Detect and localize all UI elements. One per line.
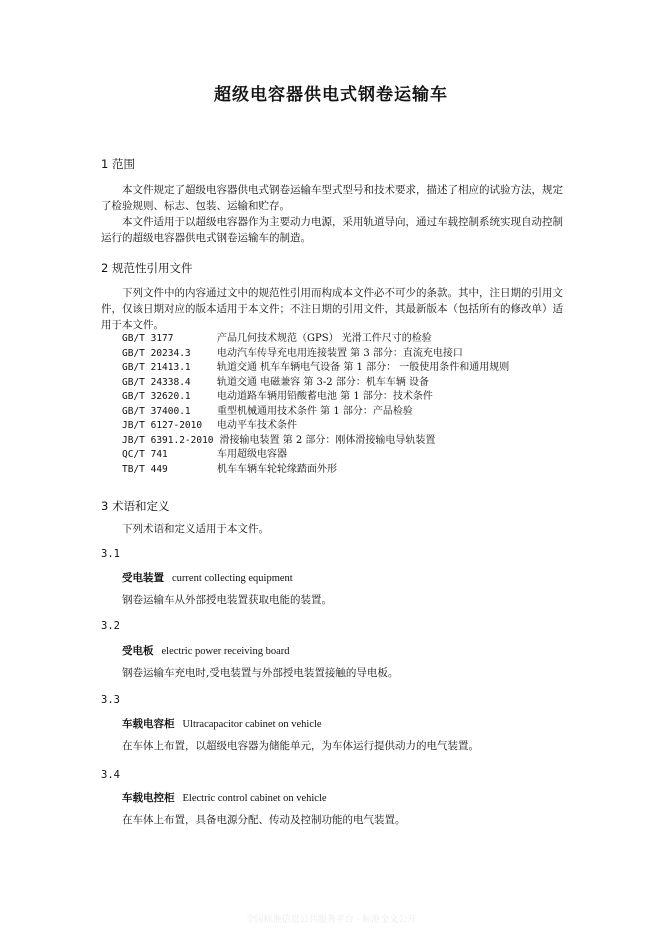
reference-title: 重型机械通用技术条件 第 1 部分：产品检验 — [217, 405, 413, 417]
reference-title: 轨道交通 电磁兼容 第 3-2 部分：机车车辆 设备 — [217, 376, 429, 388]
reference-code: JB/T 6127-2010 — [122, 420, 203, 431]
reference-code: QC/T 741 — [122, 449, 168, 460]
term-definition: 在车体上布置，以超级电容器为储能单元，为车体运行提供动力的电气装置。 — [122, 740, 479, 752]
reference-item — [122, 347, 509, 362]
term-chinese: 车载电容柜 — [122, 718, 175, 730]
reference-item — [122, 463, 509, 478]
reference-code: TB/T 449 — [122, 463, 168, 475]
normative-references-list — [122, 332, 509, 477]
term-chinese: 受电装置 — [122, 572, 164, 584]
reference-item — [122, 434, 509, 449]
reference-code: GB/T 24338.4 — [122, 376, 191, 388]
reference-title: 机车车辆车轮轮缘踏面外形 — [217, 463, 337, 475]
reference-item — [122, 376, 509, 391]
document-title: 超级电容器供电式钢卷运输车 — [214, 85, 448, 105]
reference-item — [122, 448, 509, 463]
reference-code: GB/T 32620.1 — [122, 391, 191, 402]
reference-item — [122, 332, 509, 347]
term-english: Electric control cabinet on vehicle — [182, 793, 327, 804]
term-chinese: 受电板 — [122, 645, 154, 657]
footer-watermark: 全国标准信息公共服务平台 · 标准全文公开 — [245, 915, 417, 925]
term-english: Ultracapacitor cabinet on vehicle — [182, 719, 322, 730]
reference-title: 产品几何技术规范（GPS） 光滑工件尺寸的检验 — [217, 333, 432, 344]
section-1-heading: 1 范围 — [101, 157, 135, 171]
section-1-paragraph-1: 本文件规定了超级电容器供电式钢卷运输车型式型号和技术要求，描述了相应的试验方法，规定了检验规则、标志、包装、运输和贮存。 — [101, 184, 563, 212]
section-1-paragraph-2: 本文件适用于以超级电容器作为主要动力电源，采用轨道导向，通过车载控制系统实现自动控制运行的超级电容器供电式钢卷运输车的制造。 — [101, 216, 563, 244]
section-2-heading: 2 规范性引用文件 — [101, 261, 193, 275]
reference-code: GB/T 20234.3 — [122, 347, 191, 359]
term-heading — [122, 716, 322, 731]
term-number: 3.3 — [101, 694, 120, 706]
reference-title: 电动汽车传导充电用连接装置 第 3 部分：直流充电接口 — [217, 347, 463, 359]
reference-code: GB/T 37400.1 — [122, 405, 191, 417]
reference-title: 电动道路车辆用铅酸蓄电池 第 1 部分：技术条件 — [217, 391, 433, 402]
term-definition: 钢卷运输车充电时,受电装置与外部授电装置接触的导电板。 — [122, 667, 399, 679]
term-definition: 钢卷运输车从外部授电装置获取电能的装置。 — [122, 594, 332, 606]
term-heading — [122, 643, 289, 658]
term-heading — [122, 570, 293, 585]
term-chinese: 车载电控柜 — [122, 792, 175, 804]
section-3-heading: 3 术语和定义 — [101, 499, 170, 513]
reference-title: 轨道交通 机车车辆电气设备 第 1 部分： 一般使用条件和通用规则 — [217, 362, 510, 373]
reference-code: GB/T 3177 — [122, 333, 174, 344]
term-number: 3.1 — [101, 548, 120, 560]
reference-title: 滑接输电装置 第 2 部分：刚体滑接输电导轨装置 — [219, 434, 436, 446]
term-english: electric power receiving board — [161, 646, 290, 657]
reference-title: 车用超级电容器 — [217, 449, 287, 460]
term-english: current collecting equipment — [172, 573, 293, 584]
reference-item — [122, 390, 509, 405]
reference-title: 电动平车技术条件 — [217, 420, 297, 431]
reference-item — [122, 405, 509, 420]
reference-code: JB/T 6391.2-2010 — [122, 434, 214, 446]
section-2-intro: 下列文件中的内容通过文中的规范性引用而构成本文件必不可少的条款。其中，注日期的引用文件，仅该日期对应的版本适用于本文件；不注日期的引用文件，其最新版本（包括所有的修改单）适用于本文件。 — [101, 287, 563, 331]
reference-item — [122, 361, 509, 376]
term-number: 3.4 — [101, 769, 120, 781]
term-definition: 在车体上布置，具备电源分配、传动及控制功能的电气装置。 — [122, 814, 406, 826]
section-3-intro: 下列术语和定义适用于本文件。 — [122, 523, 269, 535]
reference-code: GB/T 21413.1 — [122, 362, 191, 373]
term-heading — [122, 790, 327, 805]
term-number: 3.2 — [101, 620, 120, 632]
reference-item — [122, 419, 509, 434]
